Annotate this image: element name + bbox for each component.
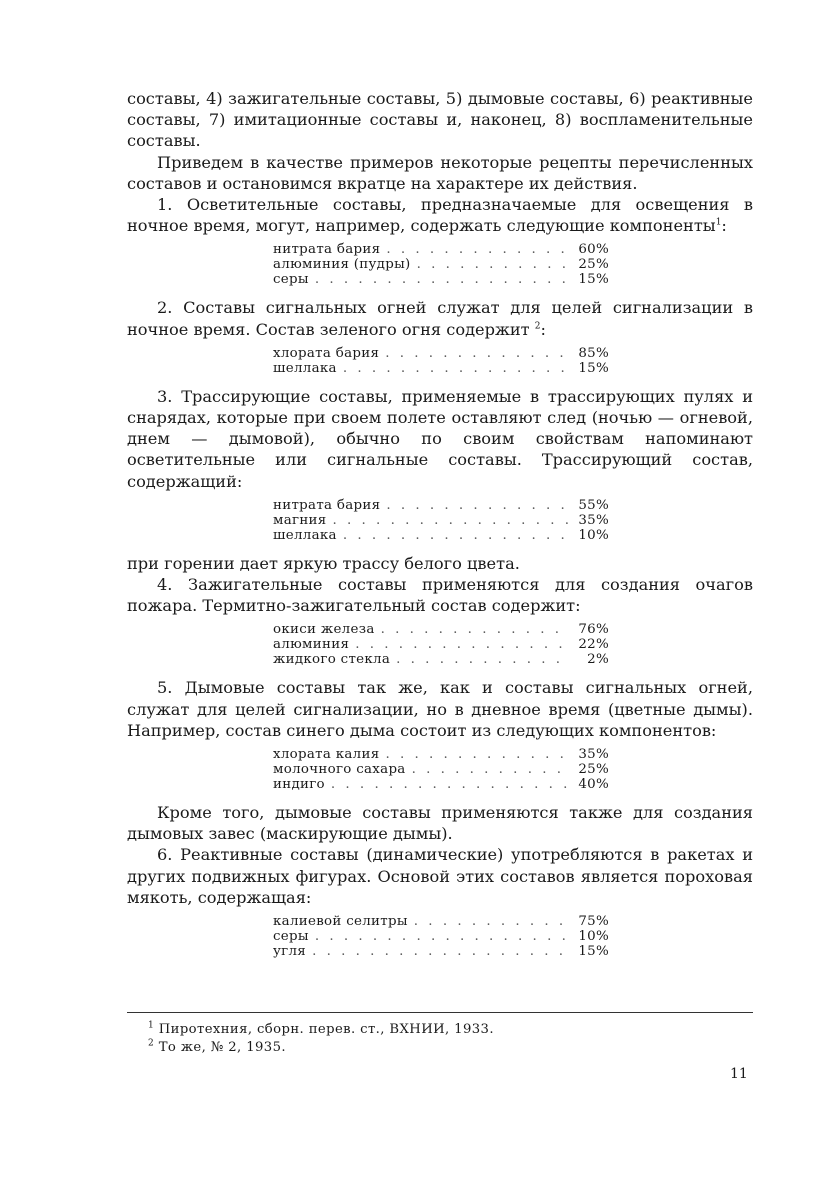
recipe-table-green-fire [273,346,609,376]
ingredient-name: шеллака [273,360,337,376]
leader-dots [381,622,569,637]
paragraph-intro [127,152,753,194]
ingredient-percent: 25% [578,257,609,273]
paragraph-text: 6. Реактивные составы (динамические) употребляются в ракетах и других подвижных фигурах. Основой этих составов является пороховая мякоть, содержащая: [127,845,753,907]
ingredient-percent: 15% [578,944,609,960]
leader-dots [355,637,569,652]
recipe-row [273,346,609,361]
leader-dots [343,528,569,543]
leader-dots [331,777,569,792]
ingredient-name: хлората бария [273,345,380,361]
ingredient-percent: 25% [578,762,609,778]
ingredient-name: алюминия (пудры) [273,257,411,273]
leader-dots [315,929,569,944]
ingredient-name: угля [273,944,307,960]
recipe-table-incendiary [273,622,609,667]
ingredient-name: серы [273,272,309,288]
ingredient-name: магния [273,512,327,528]
paragraph-continuation [127,88,753,152]
recipe-row [273,747,609,762]
ingredient-percent: 15% [578,360,609,376]
ingredient-percent: 60% [578,242,609,258]
recipe-row [273,242,609,257]
ingredient-percent: 22% [578,637,609,653]
leader-dots [315,272,569,287]
leader-dots [386,242,569,257]
paragraph-text: при горении дает яркую трассу белого цвета. [127,553,520,573]
ingredient-percent: 10% [578,929,609,945]
recipe-table-blue-smoke [273,747,609,792]
recipe-row [273,944,609,959]
paragraph-tracer-result [127,553,753,574]
recipe-row [273,622,609,637]
paragraph-text: 2. Составы сигнальных огней служат для целей сигнализации в ночное время. Состав зеленого огня содержит [127,298,753,339]
footnote-text: То же, № 2, 1935. [158,1040,286,1055]
paragraph-text: 3. Трассирующие составы, применяемые в трассирующих пулях и снарядах, которые при своем полете оставляют след (ночью — огневой, днем — дымовой), обычно по своим свойствам напоминают осветительные или сигнальные составы. Трассирующий состав, содержащий: [127,386,753,491]
leader-dots [312,944,569,959]
footnote [148,1021,748,1039]
ingredient-percent: 55% [578,497,609,513]
leader-dots [396,652,569,667]
leader-dots [343,361,569,376]
ingredient-name: индиго [273,777,325,793]
leader-dots [417,257,569,272]
recipe-table-rocket [273,914,609,959]
recipe-row [273,513,609,528]
ingredient-percent: 75% [578,914,609,930]
ingredient-percent: 85% [578,345,609,361]
leader-dots [386,498,569,513]
ingredient-percent: 2% [587,652,609,668]
footnote-ref: 1 [715,217,722,228]
footnote [148,1039,748,1057]
ingredient-name: нитрата бария [273,242,381,258]
recipe-row [273,272,609,287]
recipe-row [273,652,609,667]
recipe-table-tracer [273,498,609,543]
leader-dots [333,513,569,528]
paragraph-text: составы, 4) зажигательные составы, 5) дымовые составы, 6) реактивные составы, 7) имитационные составы и, наконец, 8) воспламенительные составы. [127,89,753,151]
recipe-row [273,777,609,792]
recipe-row [273,528,609,543]
footnote-mark: 2 [148,1038,155,1049]
paragraph-text: 4. Зажигательные составы применяются для создания очагов пожара. Термитно-зажигательный состав содержит: [127,575,753,616]
recipe-table-illuminating [273,242,609,287]
ingredient-name: окиси железа [273,622,375,638]
ingredient-percent: 76% [578,622,609,638]
paragraph-smoke [127,677,753,741]
leader-dots [385,747,569,762]
footnote-divider [127,1012,753,1013]
paragraph-smoke-screens [127,802,753,844]
ingredient-percent: 35% [578,747,609,763]
paragraph-text: Приведем в качестве примеров некоторые рецепты перечисленных составов и остановимся вкратце на характере их действия. [127,152,753,193]
ingredient-name: молочного сахара [273,762,406,778]
ingredient-name: нитрата бария [273,497,381,513]
ingredient-name: жидкого стекла [273,652,391,668]
paragraph-illuminating: 1. Осветительные составы, предназначаемые для освещения в ночное время, могут, например, содержать следующие компоненты$^1$: [127,195,753,236]
ingredient-percent: 40% [578,777,609,793]
leader-dots [414,914,569,929]
paragraph-tracer [127,386,753,492]
footnote-ref: 2 [534,321,541,332]
body-text [127,88,753,969]
recipe-row [273,914,609,929]
footnote-text: Пиротехния, сборн. перев. ст., ВХНИИ, 1933. [158,1022,494,1037]
ingredient-name: калиевой селитры [273,914,408,930]
recipe-row [273,637,609,652]
leader-dots [385,346,569,361]
paragraph-text: Кроме того, дымовые составы применяются также для создания дымовых завес (маскирующие дымы). [127,803,753,844]
paragraph-text: 5. Дымовые составы так же, как и составы сигнальных огней, служат для целей сигнализации, но в дневное время (цветные дымы). Например, состав синего дыма состоит из следующих компонентов: [127,678,753,740]
ingredient-name: алюминия [273,637,350,653]
paragraph-rocket [127,844,753,908]
ingredient-name: шеллака [273,527,337,543]
recipe-row [273,361,609,376]
recipe-row [273,498,609,513]
recipe-row [273,762,609,777]
footnotes [148,1021,748,1057]
recipe-row [273,257,609,272]
ingredient-name: серы [273,929,309,945]
page-number: 11 [730,1066,748,1082]
paragraph-incendiary [127,574,753,616]
paragraph-signal-fire: 2. Составы сигнальных огней служат для целей сигнализации в ночное время. Состав зеленого огня содержит $^2$: [127,298,753,339]
ingredient-name: хлората калия [273,747,380,763]
recipe-row [273,929,609,944]
leader-dots [412,762,569,777]
ingredient-percent: 35% [578,512,609,528]
paragraph-text: 1. Осветительные составы, предназначаемые для освещения в ночное время, могут, например, содержать следующие компоненты [127,195,753,236]
footnote-mark: 1 [148,1020,155,1031]
ingredient-percent: 10% [578,527,609,543]
ingredient-percent: 15% [578,272,609,288]
